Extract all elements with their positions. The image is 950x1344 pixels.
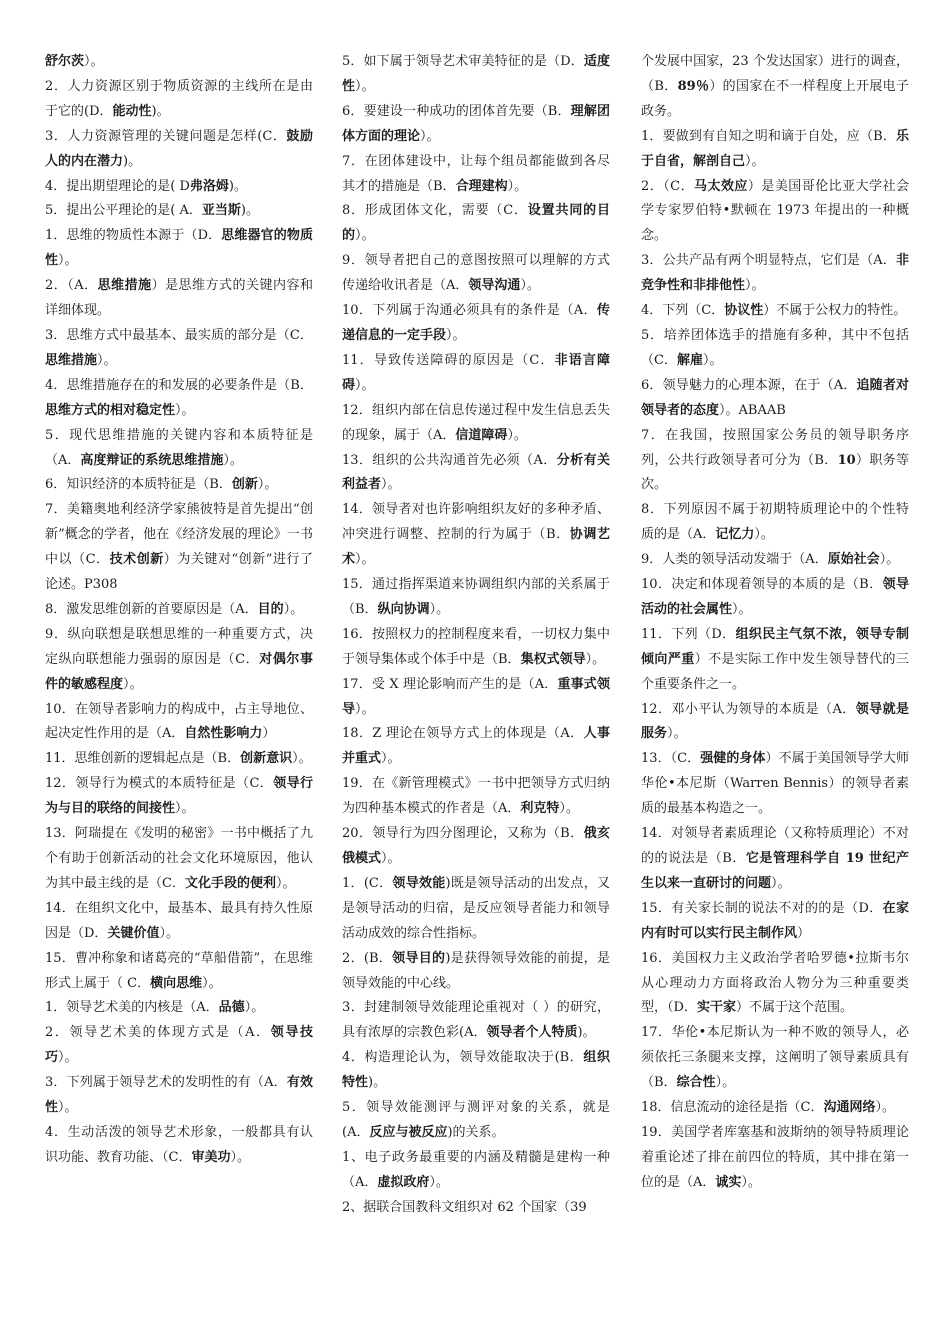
question-tail: ）。	[223, 452, 243, 468]
question-text: 18．信息流动的途径是指（C．	[641, 1100, 824, 1116]
answer-text: 目的	[257, 601, 284, 617]
answer-text: 领导沟通	[468, 278, 521, 294]
question-item	[45, 1121, 313, 1171]
question-text: 8．激发思维创新的首要原因是（A．	[45, 601, 258, 617]
question-item	[641, 822, 909, 897]
question-text: 8．下列原因不属于初期特质理论中的个性特质的是（A．	[641, 502, 909, 543]
question-text: 8．形成团体文化，需要（C．	[342, 203, 528, 219]
question-text: 11．思维创新的逻辑起点是（B．	[45, 751, 241, 767]
answer-text: 理解团体方面的理论	[342, 103, 610, 144]
question-tail: ）	[262, 726, 276, 742]
answer-text: 思维措施	[45, 352, 98, 368]
question-text: 5．领导效能测评与测评对象的关系，就是(A．	[342, 1100, 610, 1140]
question-item	[342, 498, 610, 573]
question-item	[641, 324, 909, 374]
answer-text: 有效性	[45, 1075, 313, 1116]
question-item	[45, 424, 313, 474]
question-tail: )。	[151, 103, 170, 119]
question-text: 13．组织的公共沟通首先必须（A．	[342, 452, 557, 468]
answer-text: 协议性	[724, 303, 764, 319]
question-tail: ）。	[429, 1174, 449, 1190]
question-item	[45, 75, 313, 125]
question-text: 13．（C．	[641, 751, 701, 767]
column-right	[641, 50, 909, 1196]
question-tail: ）。	[97, 352, 117, 368]
question-item	[641, 573, 909, 623]
question-text: 6．要建设一种成功的团体首先要（B．	[342, 103, 571, 119]
question-item	[342, 50, 610, 100]
question-text: 10．在领导者影响力的构成中，占主导地位、起决定性作用的是（A．	[45, 701, 313, 742]
question-item	[342, 722, 610, 772]
question-text: 14．在组织文化中，最基本、最具有持久性原因是（D．	[45, 900, 313, 941]
question-tail: ）。	[520, 278, 540, 294]
question-text: 4．思维措施存在的和发展的必要条件是（B．	[45, 377, 313, 393]
question-item	[641, 1121, 909, 1196]
question-text: 2．人力资源区别于物质资源的主线所在是由于它的(D．	[45, 78, 313, 119]
question-tail: ）不属于美国领导学大师华伦•本尼斯（Warren Bennis）的领导者素质的最基本构造之一。	[641, 751, 909, 817]
answer-text: 品德	[218, 1000, 245, 1016]
question-item	[641, 947, 909, 1022]
answer-text: 领导目的	[392, 950, 446, 966]
answer-text: 诚实	[715, 1174, 742, 1190]
question-text: 5．如下属于领导艺术审美特征的是（D．	[342, 54, 584, 69]
question-text: 2．（C．	[641, 178, 695, 194]
answer-text: 重事式领导	[342, 676, 610, 717]
answer-text: 它是管理科学自 19 世纪产生以来一直研讨的问题	[641, 851, 909, 891]
question-text: 7．在我国，按照国家公务员的领导职务序列，公共行政领导者可分为（B．	[641, 427, 909, 468]
question-tail: ）。	[879, 552, 900, 568]
question-tail: ）。	[381, 751, 401, 767]
question-text: 3．公共产品有两个明显特点，它们是（A．	[641, 253, 896, 269]
question-text: 16．按照权力的控制程度来看，一切权力集中于领导集体或个体手中是（B．	[342, 626, 610, 667]
question-text: 17．受 X 理论影响而产生的是（A．	[342, 676, 558, 692]
question-text: 9．纵向联想是联想思维的一种重要方式，决定纵向联想能力强弱的原因是（C．	[45, 626, 313, 667]
question-item	[342, 399, 610, 449]
answer-text: 弗洛姆	[189, 178, 229, 194]
question-item	[45, 996, 313, 1021]
question-text: 15．曹冲称象和诸葛亮的“草船借箭”，在思维形式上属于（ C．	[45, 950, 313, 991]
answer-text: 在家内有时可以实行民主制作风	[641, 900, 909, 941]
question-tail: ）。	[283, 601, 304, 617]
answer-text: 沟通网络	[823, 1100, 876, 1116]
question-item	[45, 623, 313, 698]
question-text: 20．领导行为四分图理论，又称为（B．	[342, 826, 584, 842]
question-tail: ）。	[702, 352, 723, 368]
question-text: 2．（A．	[45, 278, 98, 294]
question-tail: ）。	[355, 78, 375, 94]
question-tail: ）。	[355, 228, 375, 244]
answer-text: 信道障碍	[455, 427, 508, 443]
question-text: 16．美国权力主义政治学者哈罗德•拉斯韦尔从心理动力方面将政治人物分为三种重要类型，（D．	[641, 950, 909, 1016]
question-text: 5．提出公平理论的是( A．	[45, 203, 202, 219]
answer-text: 创新意识	[240, 751, 293, 767]
question-item	[342, 349, 610, 399]
question-text: 12．邓小平认为领导的本质是（A．	[641, 701, 856, 717]
question-tail: ）。	[446, 327, 466, 343]
question-tail: ）。	[429, 601, 450, 617]
question-text: 1．要做到有自知之明和谪于自处，应（B．	[641, 128, 896, 144]
question-tail: ）。	[202, 975, 222, 991]
question-tail: )。	[123, 153, 142, 169]
question-text: 9．人类的领导活动发端于（A．	[641, 552, 828, 568]
question-item	[342, 249, 610, 299]
question-tail: ）。	[771, 875, 791, 891]
answer-text: 领导就是服务	[641, 701, 909, 742]
question-item	[342, 673, 610, 723]
answer-text: 思维措施	[97, 278, 152, 294]
question-item	[45, 199, 313, 224]
question-item	[45, 947, 313, 997]
question-tail: ）。	[275, 875, 296, 891]
question-item	[342, 872, 610, 947]
question-tail: ）。	[58, 253, 78, 269]
question-tail: ）。	[381, 477, 401, 493]
question-tail: ）。	[292, 751, 312, 767]
question-text: 6．领导魅力的心理本源，在于（A．	[641, 377, 857, 393]
answer-text: 能动性	[112, 103, 152, 119]
question-tail: ）。	[745, 153, 765, 169]
question-text: 10．决定和体现着领导的本质的是（B．	[641, 577, 883, 593]
column-middle	[342, 50, 610, 1221]
question-item	[641, 548, 909, 573]
question-item	[342, 947, 610, 997]
question-tail: )。	[240, 203, 259, 219]
question-tail: ）。	[507, 427, 527, 443]
question-text: 7．在团体建设中，让每个组员都能做到各尽其才的措施是（B．	[342, 153, 610, 194]
question-item	[641, 299, 909, 324]
question-item	[641, 424, 909, 499]
question-text: 2．领导艺术美的体现方式是（A．	[45, 1025, 271, 1041]
question-text: 12．领导行为模式的本质特征是（C．	[45, 776, 274, 792]
question-tail: ）为关键对“创新”进行了论述。P308	[45, 552, 313, 593]
question-text: 4．提出期望理论的是( D	[45, 178, 190, 194]
question-tail: ）。	[741, 1174, 761, 1190]
answer-text: 利克特	[520, 801, 560, 817]
answer-text: 解雇	[676, 352, 703, 368]
answer-text: 领导技巧	[45, 1025, 313, 1066]
question-text: 7．美籍奥地利经济学家熊彼特是首先提出“创新”概念的学者，他在《经济发展的理论》一书中以（C．	[45, 502, 313, 568]
answer-text: 协调艺术	[342, 527, 610, 568]
question-text: 3．人力资源管理的关键问题是怎样(C．	[45, 128, 287, 144]
answer-text: 领导活动的社会属性	[641, 577, 909, 617]
question-text: 12．组织内部在信息传递过程中发生信息丢失的现象，属于（A．	[342, 402, 610, 443]
question-text: 14．对领导者素质理论（又称特质理论）不对的的说法是（B．	[641, 826, 909, 866]
question-text: 1．(C．	[342, 875, 393, 891]
answer-text: 组织民主气氛不浓，领导专制倾向严重	[641, 626, 909, 667]
question-text: 19．在《新管理模式》一书中把领导方式归纳为四种基本模式的作者是（A．	[342, 776, 610, 817]
question-item	[342, 1096, 610, 1146]
answer-text: 反应与被反应	[369, 1124, 448, 1140]
answer-text: 鼓励人的内在潜力	[45, 128, 313, 169]
question-text: 3．封建制领导效能理论重视对（ ）的研究，具有浓厚的宗教色彩(A．	[342, 1000, 610, 1041]
question-tail: ）。	[175, 402, 195, 418]
question-text: 15．有关家长制的说法不对的的是（D．	[641, 900, 883, 916]
answer-text: 领导者个人特质	[486, 1025, 578, 1041]
question-tail: ）。	[175, 801, 195, 817]
question-tail: ）。	[732, 601, 752, 617]
question-item	[641, 747, 909, 822]
question-item	[342, 623, 610, 673]
answer-text: 自然性影响力	[184, 726, 263, 742]
question-text: 5．培养团体选手的措施有多种，其中不包括（C．	[641, 327, 909, 368]
question-tail: ）。	[58, 1100, 78, 1116]
question-tail: ）。	[84, 54, 104, 69]
question-item	[342, 299, 610, 349]
answer-text: 文化手段的便利	[184, 875, 276, 891]
question-item	[641, 249, 909, 299]
answer-text: 综合性	[676, 1075, 716, 1091]
question-tail: ）。	[667, 726, 687, 742]
question-item	[45, 175, 313, 200]
question-item	[342, 1196, 610, 1221]
question-text: 5．现代思维措施的关键内容和本质特征是（A．	[45, 427, 313, 468]
question-item	[45, 747, 313, 772]
question-item	[45, 50, 313, 75]
answer-text: 设置共同的目的	[342, 203, 610, 244]
question-text: 1．领导艺术美的内核是（A．	[45, 1000, 219, 1016]
answer-text: 对偶尔事件的敏感程度	[45, 651, 313, 692]
question-tail: ）。	[875, 1100, 896, 1116]
question-tail: )既是领导活动的出发点，又是领导活动的归宿，是反应领导者能力和领导活动成效的综合性指标。	[342, 875, 610, 941]
question-item	[342, 772, 610, 822]
question-text: 1．思维的物质性本源于（D．	[45, 228, 222, 244]
answer-text: 89％	[677, 78, 710, 94]
answer-text: 强健的身体	[700, 751, 766, 767]
question-tail: ）。	[715, 1075, 736, 1091]
question-tail: ）。	[257, 477, 278, 493]
question-tail: ）。	[355, 701, 375, 717]
answer-text: 俄亥俄模式	[342, 826, 610, 866]
answer-text: 10	[837, 452, 856, 468]
question-item	[641, 374, 909, 424]
question-tail: )。	[368, 1075, 387, 1091]
question-item	[342, 449, 610, 499]
question-tail: ）。	[420, 128, 440, 144]
question-item	[641, 698, 909, 748]
answer-text: 人事并重式	[342, 726, 610, 767]
question-text: 15．通过指挥渠道来协调组织内部的关系属于（B．	[342, 577, 610, 617]
question-item	[342, 1146, 610, 1196]
question-item	[641, 1021, 909, 1096]
question-text: 2、据联合国教科文组织对 62 个国家（39	[342, 1199, 587, 1215]
question-item	[45, 274, 313, 324]
question-item	[342, 822, 610, 872]
question-item	[45, 772, 313, 822]
question-tail: ）。	[244, 1000, 265, 1016]
question-item	[45, 897, 313, 947]
question-tail: ）不属于这个范围。	[735, 1000, 853, 1016]
answer-text: 原始社会	[827, 552, 880, 568]
question-tail: ）。	[559, 801, 579, 817]
question-tail: ）	[797, 925, 811, 941]
question-text: 2．(B．	[342, 950, 393, 966]
question-tail: )是获得领导效能的前提，是领导效能的中心线。	[342, 950, 610, 991]
question-tail: ）不属于公权力的特性。	[763, 303, 907, 319]
question-tail: ）是美国哥伦比亚大学社会学专家罗伯特•默顿在 1973 年提出的一种概念。	[641, 178, 909, 244]
answer-text: 追随者对领导者的态度	[641, 377, 909, 418]
question-text: 14．领导者对也许影响组织友好的多种矛盾、冲突进行调整、控制的行为属于（B．	[342, 502, 610, 543]
question-item	[45, 498, 313, 598]
answer-text: 纵向协调	[377, 601, 430, 617]
question-item	[45, 1021, 313, 1071]
question-tail: ）。	[159, 925, 179, 941]
question-item	[641, 125, 909, 175]
question-item	[342, 150, 610, 200]
question-item	[641, 623, 909, 698]
question-tail: ）。	[381, 851, 401, 866]
answer-text: 高度辩证的系统思维措施	[80, 452, 224, 468]
question-item	[641, 175, 909, 250]
question-text: 11．下列（D．	[641, 626, 736, 642]
question-item	[342, 100, 610, 150]
question-text: 10．下列属于沟通必须具有的条件是（A．	[342, 303, 597, 319]
question-text: 4．构造理论认为，领导效能取决于(B．	[342, 1050, 584, 1066]
question-tail: ）。	[355, 552, 375, 568]
answer-text: 领导效能	[392, 875, 446, 891]
question-text: 3．下列属于领导艺术的发明性的有（A．	[45, 1075, 287, 1091]
answer-text: 传递信息的一定手段	[342, 303, 610, 343]
answer-text: 思维方式的相对稳定性	[45, 402, 176, 418]
question-text: 11．导致传送障碍的原因是（C．	[342, 352, 555, 368]
answer-text: 舒尔茨	[45, 54, 85, 69]
question-tail: ）职务等次。	[641, 452, 909, 493]
question-item	[641, 498, 909, 548]
question-item	[45, 374, 313, 424]
question-tail: ）。	[745, 278, 765, 294]
question-tail: ）。	[230, 1149, 250, 1165]
question-item	[45, 473, 313, 498]
question-item	[342, 199, 610, 249]
question-text: 18．Z 理论在领导方式上的体现是（A．	[342, 726, 584, 742]
answer-text: 技术创新	[109, 552, 164, 568]
question-tail: ）是思维方式的关键内容和详细体现。	[45, 278, 313, 319]
answer-text: 非语言障碍	[342, 352, 610, 393]
answer-text: 实干家	[696, 1000, 736, 1016]
question-tail: ）。	[123, 676, 143, 692]
answer-text: 领导行为与目的联络的间接性	[45, 776, 313, 817]
answer-text: 适度性	[342, 54, 610, 94]
question-text: 1、电子政务最重要的内涵及精髓是建构一种（A．	[342, 1149, 610, 1190]
question-tail: )。	[228, 178, 247, 194]
answer-text: 审美功	[191, 1149, 231, 1165]
question-item	[342, 573, 610, 623]
question-tail: ）。	[58, 1050, 78, 1066]
question-tail: )的关系。	[447, 1124, 505, 1140]
question-tail: ）不是实际工作中发生领导替代的三个重要条件之一。	[641, 651, 909, 692]
question-item	[45, 125, 313, 175]
question-tail: ）。	[507, 178, 528, 194]
question-text: 6．知识经济的本质特征是（B．	[45, 477, 232, 493]
question-item	[641, 897, 909, 947]
answer-text: 横向思维	[150, 975, 203, 991]
question-item	[45, 324, 313, 374]
question-item	[641, 50, 909, 125]
question-item	[342, 1046, 610, 1096]
answer-text: 虚拟政府	[377, 1174, 430, 1190]
answer-text: 集权式领导	[520, 651, 586, 667]
question-item	[45, 1071, 313, 1121]
question-item	[641, 1096, 909, 1121]
question-tail: ）。	[585, 651, 606, 667]
question-tail: )。	[577, 1025, 596, 1041]
answer-text: 创新	[231, 477, 258, 493]
question-item	[45, 598, 313, 623]
question-tail: ）的国家在不一样程度上开展电子政务。	[641, 78, 909, 119]
answer-text: 关键价值	[107, 925, 160, 941]
question-text: 9．领导者把自己的意图按照可以理解的方式传递给收讯者是（A．	[342, 253, 610, 294]
question-text: 4．生动活泼的领导艺术形象，一般都具有认识功能、教育功能、（C．	[45, 1124, 313, 1165]
question-text: 3．思维方式中最基本、最实质的部分是（C．	[45, 327, 313, 343]
question-text: 个发展中国家，23 个发达国家）进行的调查，（B．	[641, 54, 909, 94]
answer-text: 组织特性	[342, 1050, 610, 1091]
answer-text: 合理建构	[455, 178, 508, 194]
answer-text: 亚当斯	[201, 203, 241, 219]
answer-text: 乐于自省，解剖自己	[641, 128, 909, 169]
question-text: 19．美国学者库塞基和波斯纳的领导特质理论着重论述了排在前四位的特质，其中排在第一位的是（A．	[641, 1124, 909, 1190]
question-text: 4．下列（C．	[641, 303, 725, 319]
answer-text: 思维器官的物质性	[45, 228, 313, 269]
question-item	[45, 822, 313, 897]
question-text: 17．华伦•本尼斯认为一种不败的领导人，必须依托三条腿来支撑，这阐明了领导素质具有（B．	[641, 1025, 909, 1091]
column-left	[45, 50, 313, 1171]
answer-text: 非竞争性和非排他性	[641, 253, 909, 294]
question-tail: ）。	[355, 377, 375, 393]
question-item	[342, 996, 610, 1046]
question-tail: ）。	[754, 527, 774, 543]
question-item	[45, 224, 313, 274]
question-tail: ）。ABAAB	[719, 402, 786, 418]
answer-text: 分析有关利益者	[342, 452, 610, 493]
answer-text: 马太效应	[694, 178, 748, 194]
answer-text: 记忆力	[715, 527, 755, 543]
question-text: 13．阿瑞提在《发明的秘密》一书中概括了九个有助于创新活动的社会文化环境原因，他认为其中最主线的是（C．	[45, 826, 313, 891]
question-item	[45, 698, 313, 748]
